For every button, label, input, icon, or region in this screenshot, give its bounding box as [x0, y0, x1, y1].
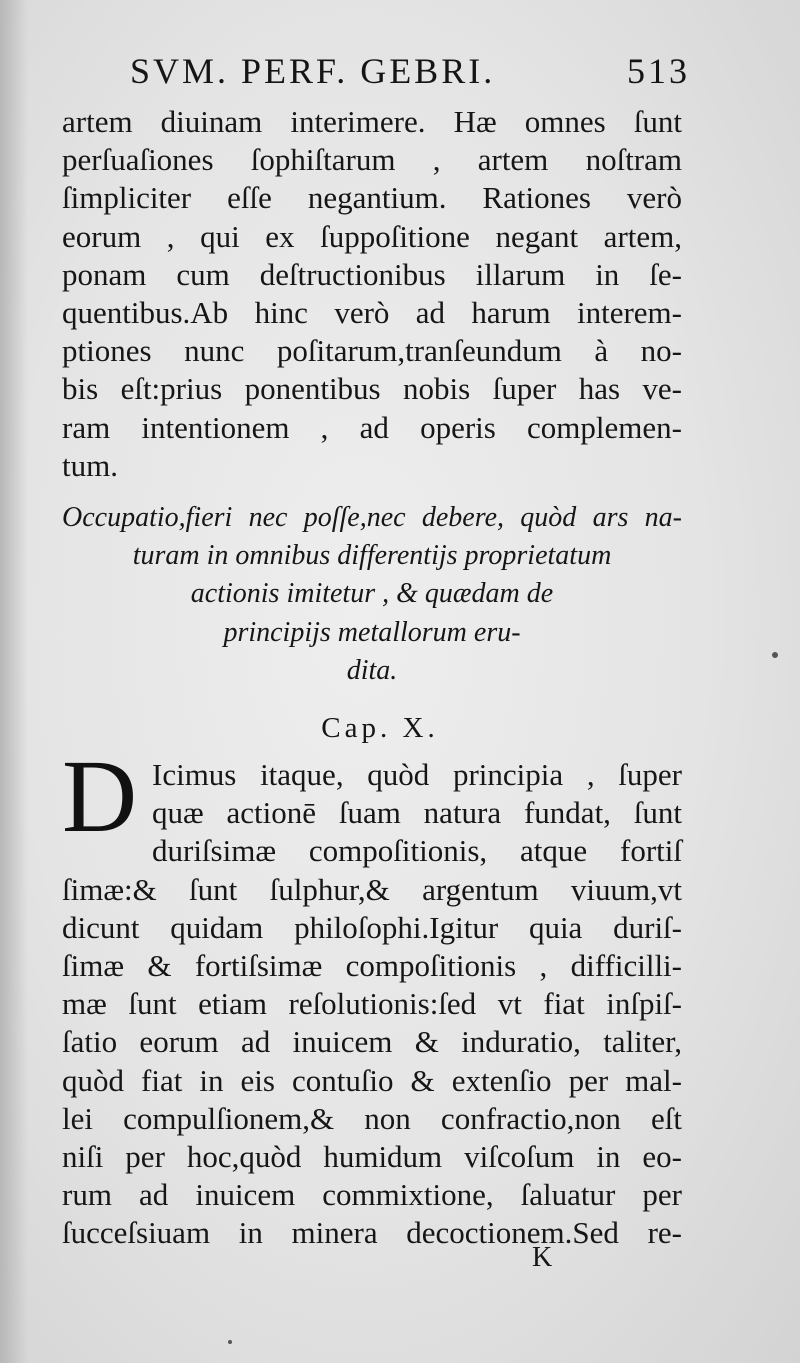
- paragraph-2: [62, 756, 682, 1252]
- running-title: SVM. PERF. GEBRI.: [130, 51, 496, 91]
- heading-line: principijs metallorum eru-: [223, 616, 521, 648]
- text-line: quentibus.Ab hinc verò ad harum interem-: [62, 294, 682, 330]
- text-line: dicunt quidam philoſophi.Igitur quia duriſ-: [62, 909, 682, 945]
- text-line: eorum , qui ex ſuppoſitione negant artem,: [62, 218, 682, 254]
- page-number: 513: [627, 51, 690, 91]
- heading-line: Occupatio,fieri nec poſſe,nec debere, quòd ars na-: [62, 502, 682, 533]
- text-line: Icimus itaque, quòd principia , ſuper: [152, 757, 682, 792]
- signature-mark: K: [532, 1242, 553, 1273]
- text-line: ponam cum deſtructionibus illarum in ſe-: [62, 256, 682, 292]
- text-line: rum ad inuicem commixtione, ſaluatur per: [62, 1177, 682, 1213]
- text-line: mæ ſunt etiam reſolutionis:ſed vt fiat inſpiſ-: [62, 986, 682, 1022]
- heading-line: dita.: [346, 654, 398, 686]
- text-line: ptiones nunc poſitarum,tranſeundum à no-: [62, 333, 682, 369]
- ink-speck: [772, 652, 778, 658]
- text-line: quæ actionē ſuam natura fundat, ſunt: [152, 795, 682, 831]
- text-line: ſimpliciter eſſe negantium. Rationes verò: [62, 180, 682, 216]
- text-line: tum.: [62, 447, 118, 483]
- text-line: duriſsimæ compoſitionis, atque fortiſ: [152, 833, 682, 869]
- text-line: perſuaſiones ſophiſtarum , artem noſtram: [62, 142, 682, 178]
- text-line: niſi per hoc,quòd humidum viſcoſum in eo-: [62, 1138, 682, 1174]
- text-line: ſimæ:& ſunt ſulphur,& argentum viuum,vt: [62, 871, 682, 907]
- text-line: ſatio eorum ad inuicem & induratio, taliter,: [62, 1024, 682, 1060]
- text-line: ſimæ & fortiſsimæ compoſitionis , difficilli-: [62, 947, 682, 983]
- paragraph-1: [62, 103, 682, 485]
- text-line: bis eſt:prius ponentibus nobis ſuper has ve-: [62, 371, 682, 407]
- heading-line: turam in omnibus differentijs proprietatum: [132, 540, 612, 572]
- text-line: artem diuinam interimere. Hæ omnes ſunt: [62, 104, 682, 139]
- drop-cap: D: [62, 739, 138, 854]
- heading-line: actionis imitetur , & quædam de: [190, 578, 554, 610]
- text-line: lei compulſionem,& non confractio,non eſt: [62, 1100, 682, 1136]
- text-line: quòd fiat in eis contuſio & extenſio per mal-: [62, 1062, 682, 1098]
- chapter-number: Cap. X.: [321, 712, 439, 744]
- page-edge-shadow: [0, 0, 28, 1363]
- chapter-heading: [62, 498, 682, 689]
- ink-speck: [228, 1340, 232, 1344]
- text-line: ſucceſsiuam in minera decoctionem.Sed re-: [62, 1215, 682, 1251]
- text-line: ram intentionem , ad operis complemen-: [62, 409, 682, 445]
- page-header: [130, 50, 690, 98]
